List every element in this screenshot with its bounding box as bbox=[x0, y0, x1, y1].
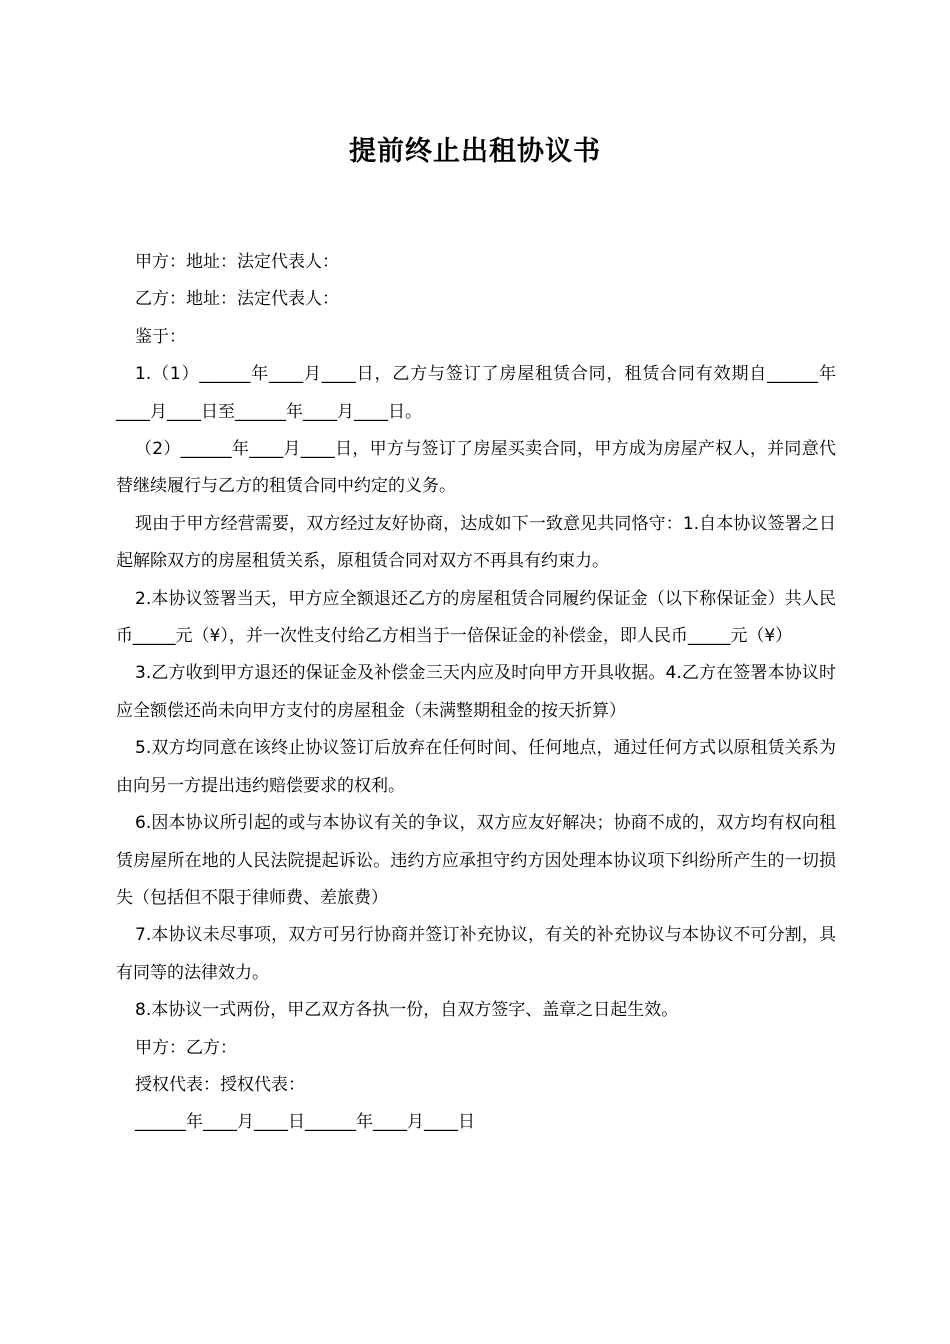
clause-1-2: （2）______年____月____日，甲方与签订了房屋买卖合同，甲方成为房屋产权人，并同意代替继续履行与乙方的租赁合同中约定的义务。 bbox=[116, 439, 836, 497]
document-title: 提前终止出租协议书 bbox=[349, 136, 601, 167]
clause-5: 5.双方均同意在该终止协议签订后放弃在任何时间、任何地点，通过任何方式以原租赁关系为由向另一方提出违约赔偿要求的权利。 bbox=[116, 738, 836, 796]
clause-3-4: 3.乙方收到甲方退还的保证金及补偿金三天内应及时向甲方开具收据。4.乙方在签署本协议时应全额偿还尚未向甲方支付的房屋租金（未满整期租金的按天折算） bbox=[116, 663, 836, 721]
whereas-heading: 鉴于： bbox=[135, 326, 186, 347]
clause-7: 7.本协议未尽事项，双方可另行协商并签订补充协议，有关的补充协议与本协议不可分割，具有同等的法律效力。 bbox=[116, 925, 836, 983]
clause-8: 8.本协议一式两份，甲乙双方各执一份，自双方签字、盖章之日起生效。 bbox=[135, 1000, 679, 1021]
signature-dates: ______年____月____日______年____月____日 bbox=[135, 1112, 475, 1133]
agreement-intro-clause-1: 现由于甲方经营需要，双方经过友好协商，达成如下一致意见共同恪守：1.自本协议签署之日起解除双方的房屋租赁关系，原租赁合同对双方不再具有约束力。 bbox=[116, 513, 836, 572]
clause-1-1: 1.（1）______年____月____日，乙方与签订了房屋租赁合同，租赁合同有效期自______年____月____日至______年____月____日。 bbox=[116, 364, 836, 422]
party-b-line: 乙方：地址：法定代表人： bbox=[135, 289, 339, 310]
document-body bbox=[116, 244, 836, 1142]
signature-parties: 甲方：乙方： bbox=[135, 1037, 237, 1058]
party-a-line: 甲方：地址：法定代表人： bbox=[135, 252, 339, 272]
clause-6: 6.因本协议所引起的或与本协议有关的争议，双方应友好解决；协商不成的，双方均有权向租赁房屋所在地的人民法院提起诉讼。违约方应承担守约方因处理本协议项下纠纷所产生的一切损失（包括但不限于律师费、差旅费） bbox=[116, 813, 836, 908]
clause-2: 2.本协议签署当天，甲方应全额退还乙方的房屋租赁合同履约保证金（以下称保证金）共人民币_____元（¥），并一次性支付给乙方相当于一倍保证金的补偿金，即人民币_____元（¥） bbox=[116, 588, 836, 647]
signature-representatives: 授权代表：授权代表： bbox=[135, 1074, 305, 1095]
